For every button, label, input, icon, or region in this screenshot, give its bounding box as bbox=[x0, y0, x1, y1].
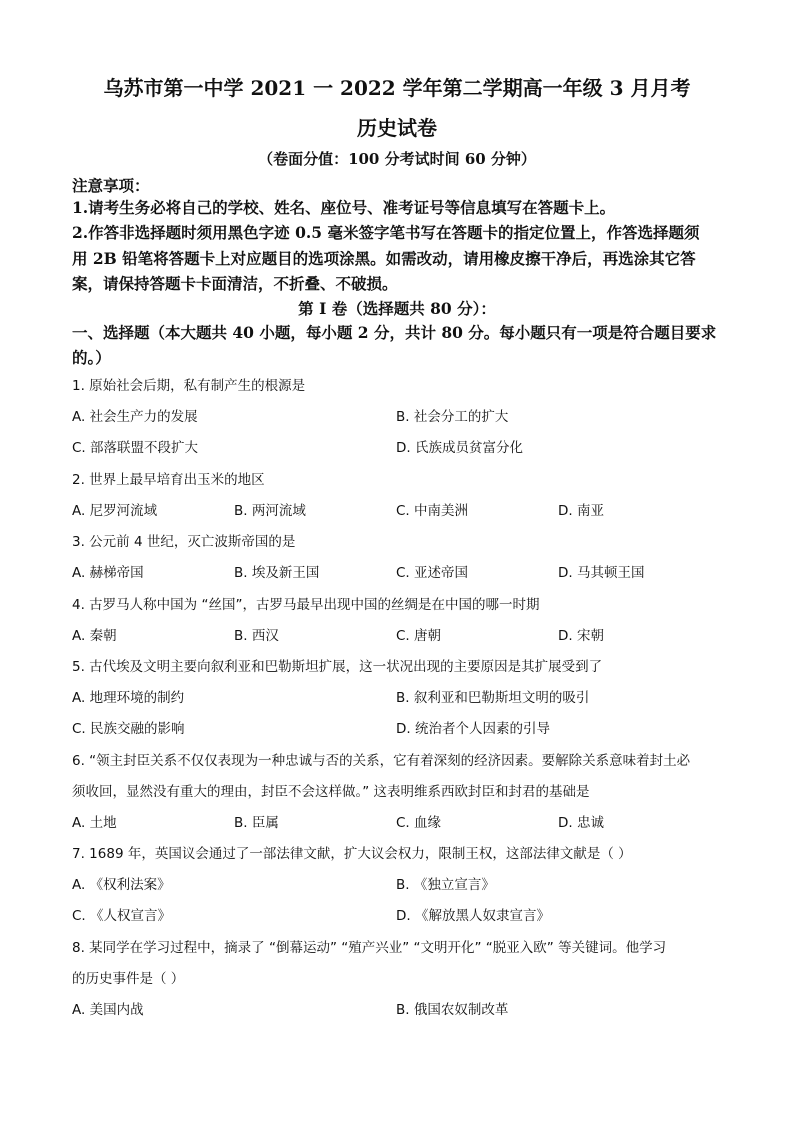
notice-item-1: 1.请考生务必将自己的学校、姓名、座位号、准考证号等信息填写在答题卡上。 bbox=[72, 198, 616, 217]
notice-heading: 注意享项： bbox=[72, 176, 150, 195]
question-3-option-b[interactable]: B. 埃及新王国 bbox=[234, 565, 320, 581]
notice-item-2-line-2: 用 2B 铅笔将答题卡上对应题目的选项涂黑。如需改动，请用橡皮擦干净后，再选涂其它答 bbox=[72, 249, 696, 268]
question-1-stem: 1. 原始社会后期，私有制产生的根源是 bbox=[72, 378, 306, 394]
section-instruction-line-1: 一、选择题（本大题共 40 小题，每小题 2 分，共计 80 分。每小题只有一项是符合题目要求 bbox=[72, 323, 717, 342]
question-4-option-c[interactable]: C. 唐朝 bbox=[396, 628, 442, 644]
question-8-option-a[interactable]: A. 美国内战 bbox=[72, 1002, 144, 1018]
question-6-option-b[interactable]: B. 臣属 bbox=[234, 815, 279, 831]
question-8-option-b[interactable]: B. 俄国农奴制改革 bbox=[396, 1002, 509, 1018]
notice-item-2-line-3: 案，请保持答题卡卡面清洁，不折叠、不破损。 bbox=[72, 274, 398, 293]
question-3-option-a[interactable]: A. 赫梯帝国 bbox=[72, 565, 144, 581]
question-1-option-b[interactable]: B. 社会分工的扩大 bbox=[396, 409, 509, 425]
question-4-option-b[interactable]: B. 西汉 bbox=[234, 628, 279, 644]
section-instruction-line-2: 的。） bbox=[72, 348, 111, 367]
question-6-stem-line-1: 6. “领主封臣关系不仅仅表现为一种忠诚与否的关系，它有着深刻的经济因素。要解除关系意味着封土必 bbox=[72, 753, 691, 769]
question-1-option-c[interactable]: C. 部落联盟不段扩大 bbox=[72, 440, 199, 456]
part-title: 第 I 卷（选择题共 80 分）： bbox=[298, 299, 496, 318]
question-2-option-b[interactable]: B. 两河流域 bbox=[234, 503, 306, 519]
question-1-option-d[interactable]: D. 氏族成员贫富分化 bbox=[396, 440, 523, 456]
question-6-option-d[interactable]: D. 忠诚 bbox=[558, 815, 604, 831]
question-3-option-c[interactable]: C. 亚述帝国 bbox=[396, 565, 469, 581]
notice-item-2-line-1: 2.作答非选择题时须用黑色字迹 0.5 毫米签字笔书写在答题卡的指定位置上，作答选择题须 bbox=[72, 223, 700, 242]
question-2-option-a[interactable]: A. 尼罗河流域 bbox=[72, 503, 158, 519]
question-5-stem: 5. 古代埃及文明主要向叙利亚和巴勒斯坦扩展，这一状况出现的主要原因是其扩展受到了 bbox=[72, 659, 603, 675]
question-5-option-b[interactable]: B. 叙利亚和巴勒斯坦文明的吸引 bbox=[396, 690, 590, 706]
exam-title: 乌苏市第一中学 2021 一 2022 学年第二学期高一年级 3 月月考 bbox=[103, 76, 691, 100]
question-4-option-d[interactable]: D. 宋朝 bbox=[558, 628, 604, 644]
question-3-stem: 3. 公元前 4 世纪，灭亡波斯帝国的是 bbox=[72, 534, 296, 550]
question-5-option-a[interactable]: A. 地理环境的制约 bbox=[72, 690, 185, 706]
question-7-option-c[interactable]: C. 《人权宣言》 bbox=[72, 908, 172, 924]
question-8-stem-line-2: 的历史事件是（ ） bbox=[72, 971, 185, 987]
question-6-stem-line-2: 须收回，显然没有重大的理由，封臣不会这样做。” 这表明维系西欧封臣和封君的基础是 bbox=[72, 784, 590, 800]
question-5-option-c[interactable]: C. 民族交融的影响 bbox=[72, 721, 185, 737]
question-6-option-a[interactable]: A. 土地 bbox=[72, 815, 117, 831]
question-3-option-d[interactable]: D. 马其顿王国 bbox=[558, 565, 645, 581]
score-info: （卷面分值：100 分考试时间 60 分钟） bbox=[258, 150, 536, 168]
question-1-option-a[interactable]: A. 社会生产力的发展 bbox=[72, 409, 198, 425]
question-5-option-d[interactable]: D. 统治者个人因素的引导 bbox=[396, 721, 550, 737]
question-4-option-a[interactable]: A. 秦朝 bbox=[72, 628, 117, 644]
question-2-option-d[interactable]: D. 南亚 bbox=[558, 503, 604, 519]
question-7-stem: 7. 1689 年，英国议会通过了一部法律文献，扩大议会权力，限制王权，这部法律文献是（ ） bbox=[72, 846, 632, 862]
question-2-stem: 2. 世界上最早培育出玉米的地区 bbox=[72, 472, 265, 488]
question-8-stem-line-1: 8. 某同学在学习过程中，摘录了 “倒幕运动” “殖产兴业” “文明开化” “脱亚入欧” 等关键词。他学习 bbox=[72, 940, 667, 956]
question-7-option-b[interactable]: B. 《独立宣言》 bbox=[396, 877, 495, 893]
question-2-option-c[interactable]: C. 中南美洲 bbox=[396, 503, 469, 519]
question-7-option-a[interactable]: A. 《权利法案》 bbox=[72, 877, 171, 893]
question-4-stem: 4. 古罗马人称中国为 “丝国”，古罗马最早出现中国的丝绸是在中国的哪一时期 bbox=[72, 597, 540, 613]
question-6-option-c[interactable]: C. 血缘 bbox=[396, 815, 442, 831]
question-7-option-d[interactable]: D. 《解放黑人奴隶宣言》 bbox=[396, 908, 550, 924]
exam-subject: 历史试卷 bbox=[357, 116, 437, 140]
